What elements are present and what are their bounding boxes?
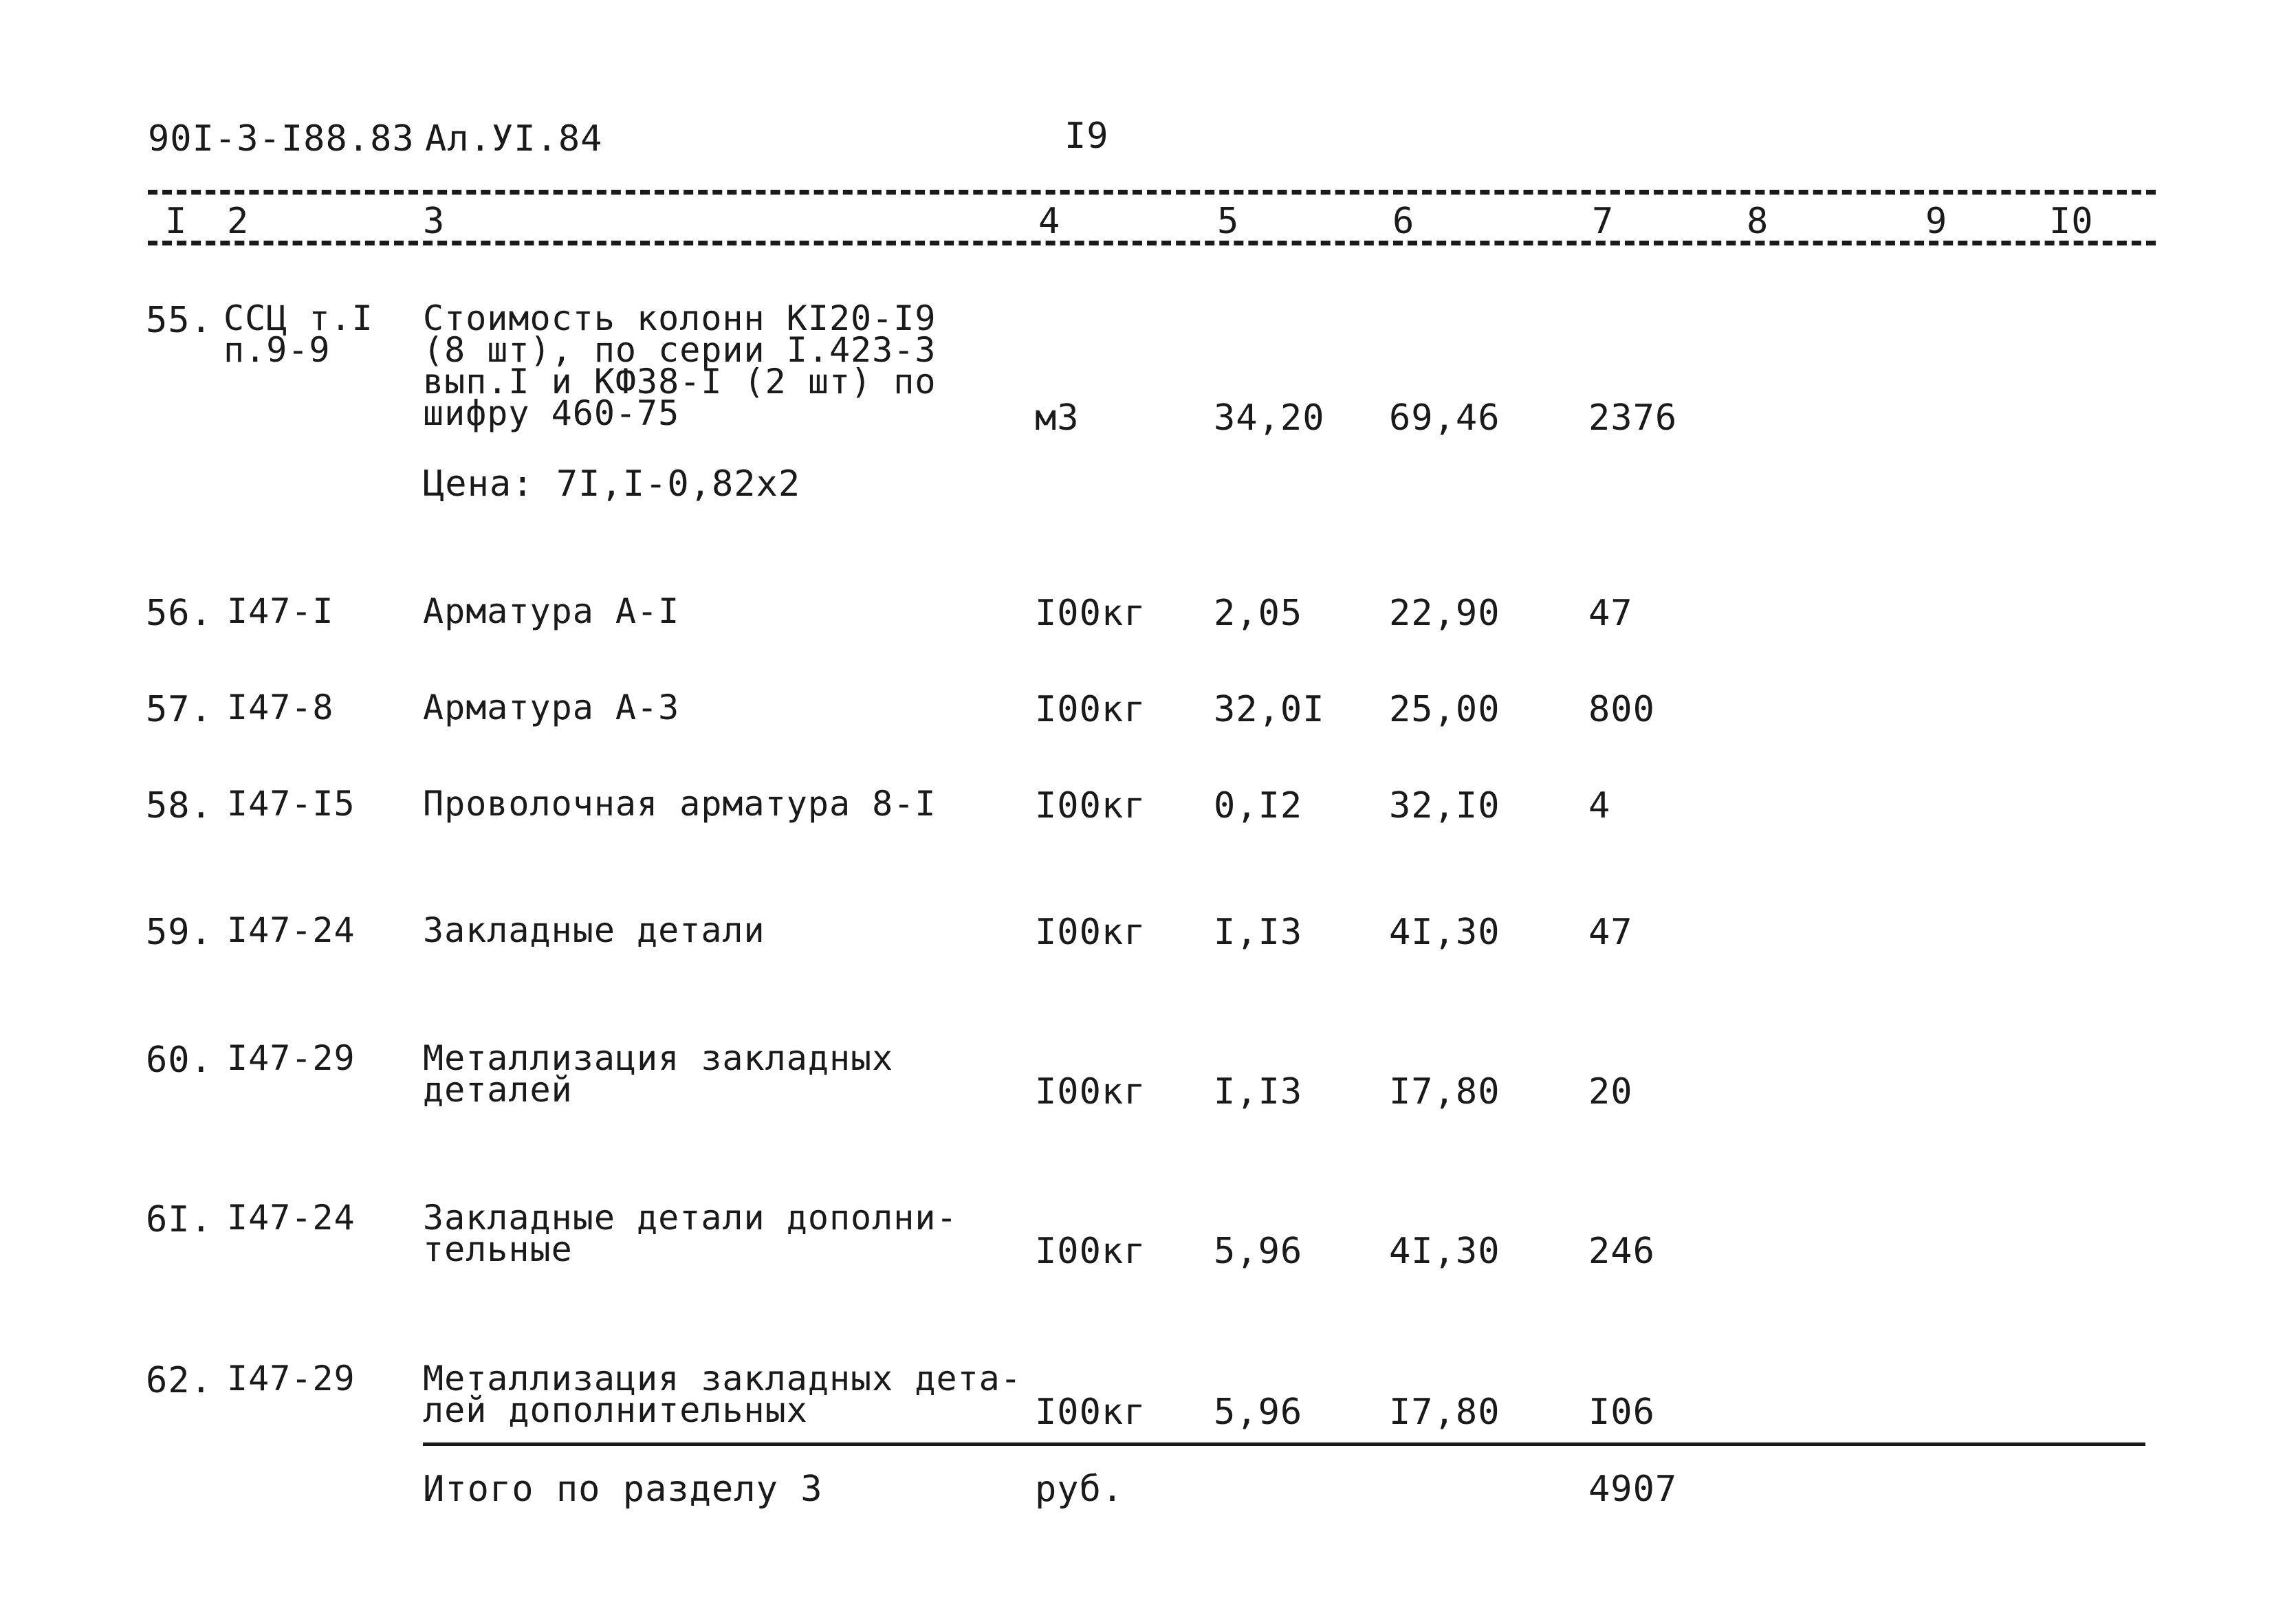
row-description: Закладные детали <box>423 910 765 950</box>
row-number: 57. <box>146 689 212 730</box>
row-quantity: 2,05 <box>1214 593 1303 634</box>
row-code: I47-29 <box>227 1359 356 1398</box>
row-code: ССЦ т.I п.9-9 <box>223 298 373 370</box>
row-unit: I00кг <box>1035 1231 1146 1272</box>
row-unit-price: I7,80 <box>1389 1071 1500 1112</box>
summary-label: Итого по разделу 3 <box>423 1469 823 1510</box>
row-number: 58. <box>146 785 212 826</box>
row-unit: I00кг <box>1035 785 1146 826</box>
summary-divider <box>423 1442 2145 1446</box>
row-unit-price: 69,46 <box>1389 397 1500 439</box>
row-total: 47 <box>1588 593 1633 634</box>
row-code: I47-24 <box>227 1198 356 1238</box>
row-total: 20 <box>1588 1071 1633 1112</box>
column-number-5: 5 <box>1217 201 1240 242</box>
row-unit: I00кг <box>1035 1392 1146 1433</box>
row-unit-price: 22,90 <box>1389 593 1500 634</box>
row-number: 55. <box>146 300 212 341</box>
row-description: Металлизация закладных дета- лей дополнительных <box>423 1359 1022 1430</box>
row-total: 2376 <box>1588 397 1678 439</box>
row-description: Металлизация закладных деталей <box>423 1038 894 1110</box>
row-quantity: 5,96 <box>1214 1392 1303 1433</box>
row-quantity: 32,0I <box>1214 689 1325 730</box>
row-unit: I00кг <box>1035 593 1146 634</box>
summary-unit: руб. <box>1035 1469 1124 1510</box>
summary-total: 4907 <box>1588 1469 1678 1510</box>
page-number: I9 <box>1064 116 1109 157</box>
row-number: 60. <box>146 1040 212 1081</box>
row-number: 56. <box>146 593 212 634</box>
column-number-6: 6 <box>1392 201 1415 242</box>
row-code: I47-24 <box>227 910 356 950</box>
column-number-2: 2 <box>227 201 250 242</box>
row-number: 6I. <box>146 1199 212 1240</box>
row-description: Стоимость колонн КI20-I9 (8 шт), по серии I.423-3 вып.I и КФ38-I (2 шт) по шифру 460-75 <box>423 298 937 433</box>
row-total: 47 <box>1588 912 1633 953</box>
column-header-bottom-rule <box>148 241 2156 245</box>
column-number-10: I0 <box>2049 201 2094 242</box>
row-unit: I00кг <box>1035 912 1146 953</box>
column-number-9: 9 <box>1925 201 1948 242</box>
row-total: 800 <box>1588 689 1655 730</box>
price-note: Цена: 7I,I-0,82х2 <box>423 463 801 505</box>
column-number-1: I <box>165 201 188 242</box>
column-number-7: 7 <box>1592 201 1615 242</box>
row-description: Закладные детали дополни- тельные <box>423 1198 958 1269</box>
document-code: 90I-3-I88.83 <box>148 118 415 160</box>
row-quantity: 0,I2 <box>1214 785 1303 826</box>
row-number: 59. <box>146 912 212 953</box>
column-number-8: 8 <box>1747 201 1769 242</box>
row-unit-price: 4I,30 <box>1389 1231 1500 1272</box>
row-total: I06 <box>1588 1392 1655 1433</box>
row-unit: I00кг <box>1035 1071 1146 1112</box>
row-unit-price: 4I,30 <box>1389 912 1500 953</box>
row-description: Проволочная арматура 8-I <box>423 784 937 824</box>
row-total: 246 <box>1588 1231 1655 1272</box>
row-code: I47-I5 <box>227 784 356 824</box>
row-unit: м3 <box>1035 397 1080 439</box>
row-quantity: I,I3 <box>1214 912 1303 953</box>
row-code: I47-29 <box>227 1038 356 1078</box>
column-number-3: 3 <box>423 201 446 242</box>
column-header-top-rule <box>148 190 2156 195</box>
row-total: 4 <box>1588 785 1611 826</box>
row-description: Арматура А-3 <box>423 688 680 727</box>
row-unit-price: I7,80 <box>1389 1392 1500 1433</box>
row-unit-price: 32,I0 <box>1389 785 1500 826</box>
row-number: 62. <box>146 1360 212 1401</box>
row-code: I47-8 <box>227 688 334 727</box>
album-number: Ал.УI.84 <box>425 118 603 160</box>
row-description: Арматура А-I <box>423 591 680 631</box>
row-quantity: 34,20 <box>1214 397 1325 439</box>
row-unit-price: 25,00 <box>1389 689 1500 730</box>
row-quantity: I,I3 <box>1214 1071 1303 1112</box>
row-quantity: 5,96 <box>1214 1231 1303 1272</box>
column-number-4: 4 <box>1038 201 1061 242</box>
row-code: I47-I <box>227 591 334 631</box>
row-unit: I00кг <box>1035 689 1146 730</box>
